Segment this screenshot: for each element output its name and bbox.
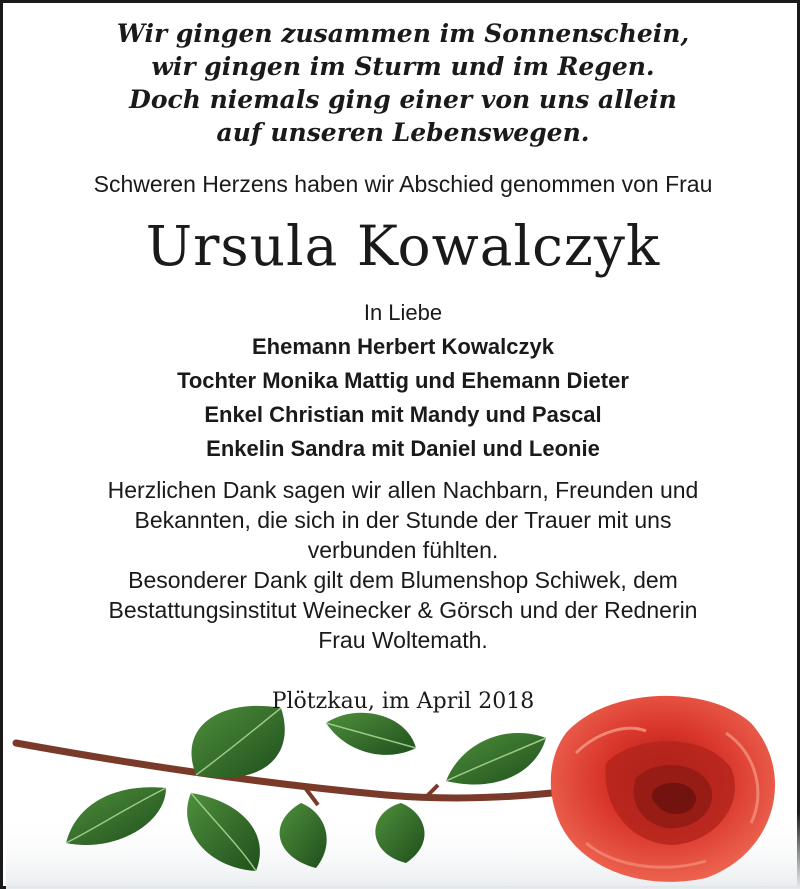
- thanks-paragraph: [3, 475, 800, 655]
- thanks-line: verbunden fühlten.: [307, 537, 499, 563]
- mourner-line: Enkel Christian mit Mandy und Pascal: [204, 402, 602, 427]
- deceased-name: Ursula Kowalczyk: [145, 214, 661, 278]
- mourner-line: Tochter Monika Mattig und Ehemann Dieter: [177, 368, 629, 393]
- poem-line: auf unseren Lebenswegen.: [216, 118, 590, 147]
- thanks-line: Bekannten, die sich in der Stunde der Trauer mit uns: [134, 507, 672, 533]
- poem-line: Doch niemals ging einer von uns allein: [129, 85, 677, 114]
- thanks-line: Herzlichen Dank sagen wir allen Nachbarn, Freunden und: [107, 477, 699, 503]
- mourner-line: Enkelin Sandra mit Daniel und Leonie: [206, 436, 600, 461]
- thanks-line: Frau Woltemath.: [318, 627, 488, 653]
- memorial-poem: [3, 17, 800, 149]
- thanks-line: Besonderer Dank gilt dem Blumenshop Schiwek, dem: [128, 567, 678, 593]
- thanks-line: Bestattungsinstitut Weinecker & Görsch und der Rednerin: [108, 597, 698, 623]
- poem-line: Wir gingen zusammen im Sonnenschein,: [116, 19, 690, 48]
- farewell-intro: Schweren Herzens haben wir Abschied genommen von Frau: [93, 171, 713, 197]
- place-and-date: Plötzkau, im April 2018: [271, 689, 535, 714]
- mourner-line: Ehemann Herbert Kowalczyk: [252, 334, 554, 359]
- mourners-heading: In Liebe: [363, 300, 443, 325]
- poem-line: wir gingen im Sturm und im Regen.: [151, 52, 655, 81]
- rose-illustration-icon: [6, 693, 800, 889]
- mourners-list: [3, 296, 800, 466]
